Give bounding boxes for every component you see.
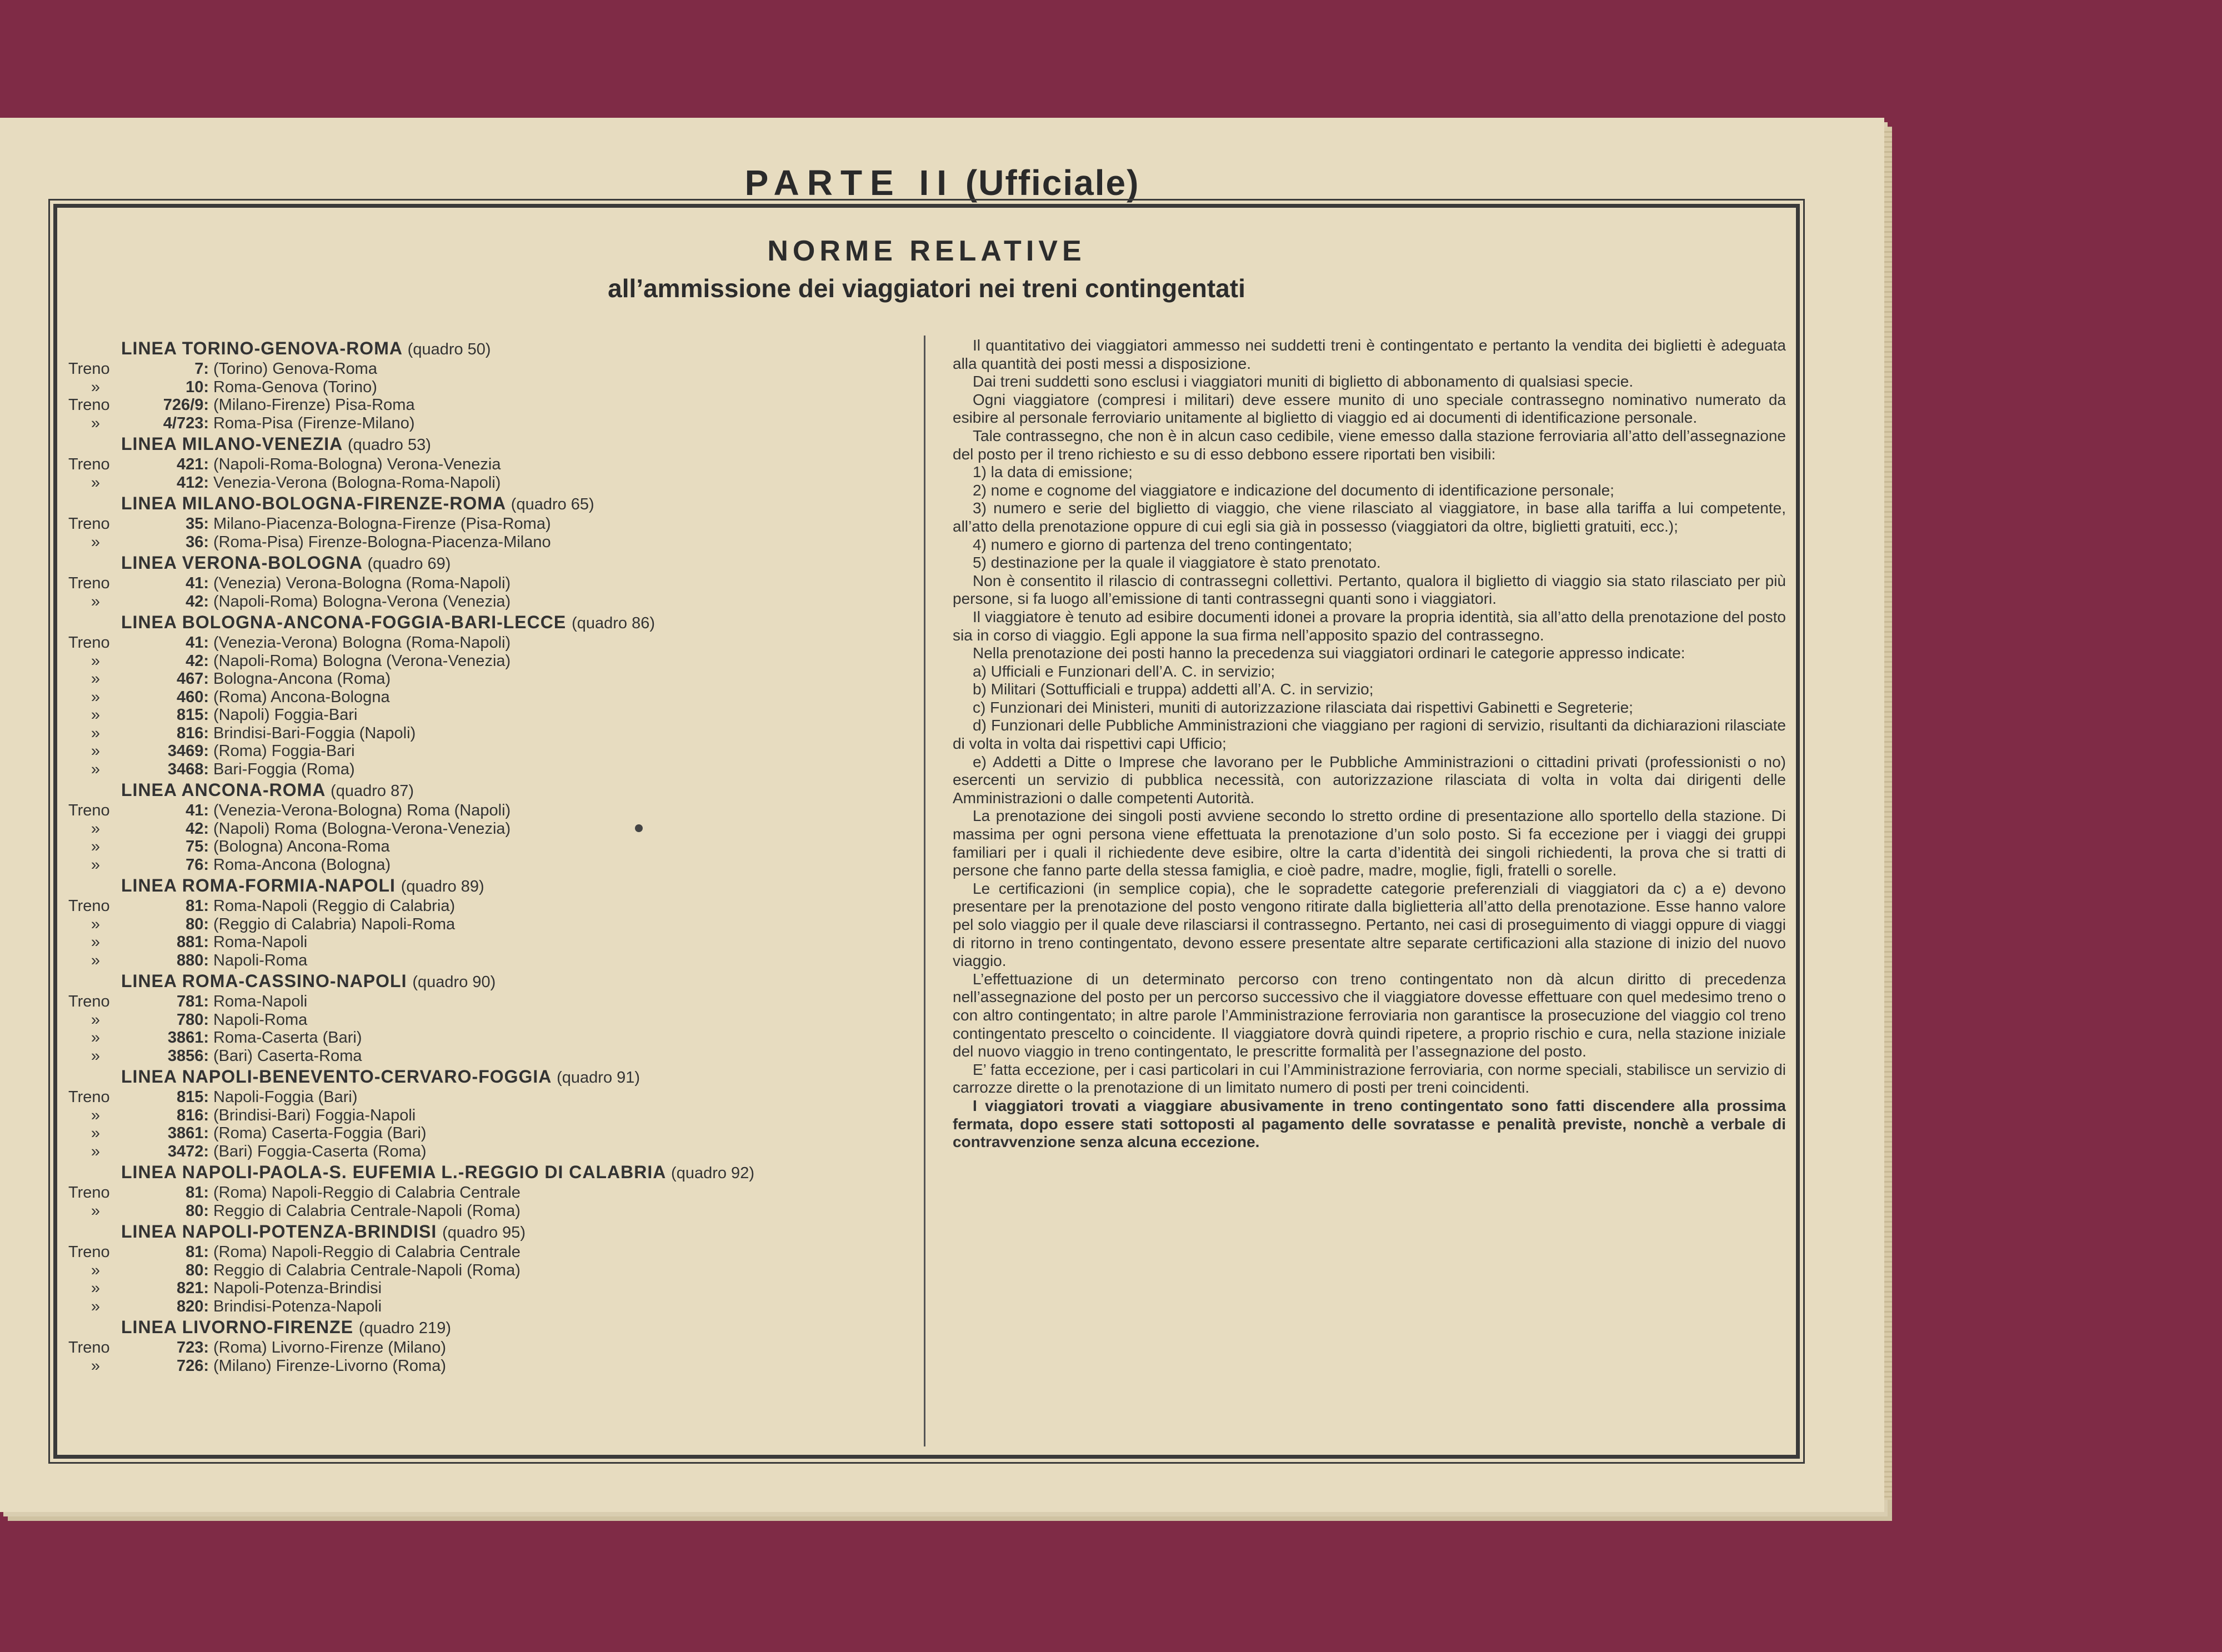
ink-speck: [635, 824, 643, 832]
train-label: »: [91, 652, 101, 670]
train-label: »: [91, 1047, 101, 1065]
train-label: »: [91, 592, 101, 610]
train-number: 815:: [176, 706, 209, 724]
line-heading: [68, 875, 913, 897]
train-number: 821:: [176, 1279, 209, 1297]
train-route: (Roma) Napoli-Reggio di Calabria Centrale: [213, 1184, 521, 1202]
train-route: (Bologna) Ancona-Roma: [213, 838, 390, 855]
train-route: Brindisi-Potenza-Napoli: [213, 1297, 382, 1315]
train-row: [68, 455, 913, 474]
train-number: 816:: [176, 1106, 209, 1124]
train-number: 780:: [176, 1010, 209, 1029]
train-route: Roma-Genova (Torino): [213, 378, 377, 396]
line-quadro: (quadro 92): [671, 1164, 754, 1182]
train-row: [68, 533, 913, 552]
train-route: (Napoli-Roma) Bologna-Verona (Venezia): [213, 592, 511, 610]
train-label: Treno: [68, 993, 110, 1010]
train-route: Bari-Foggia (Roma): [213, 760, 355, 778]
train-number: 3468:: [167, 760, 209, 778]
train-label: Treno: [68, 802, 110, 819]
train-label: »: [91, 855, 101, 874]
norm-paragraph: 4) numero e giorno di partenza del treno contingentato;: [973, 535, 1353, 553]
train-row: [68, 952, 913, 970]
train-number: 81:: [186, 1243, 209, 1261]
train-route: (Napoli-Roma) Bologna (Verona-Venezia): [213, 652, 511, 670]
line-heading: [68, 493, 913, 515]
train-label: »: [91, 1202, 101, 1220]
train-row: [68, 593, 913, 611]
train-route: Brindisi-Bari-Foggia (Napoli): [213, 724, 416, 742]
page-header: [0, 162, 1884, 203]
norm-paragraph: La prenotazione dei singoli posti avviene secondo lo stretto ordine di presentazione allo sportello della stazione. Di massima per ogni persona viene effettuata la prenotazione d’un solo posto. Si fa eccezione per i viaggi dei gruppi familiari per i quali il richiedente deve esibire, oltre la carta d’identità dei singoli richiedenti, la prova che si tratti di persone che fanno parte della stessa famiglia, e cioè padre, madre, moglie, figli, fratelli o sorelle.: [953, 807, 1786, 879]
train-route: (Roma) Livorno-Firenze (Milano): [213, 1339, 446, 1356]
train-row: [68, 474, 913, 492]
train-label: »: [91, 533, 101, 551]
train-row: [68, 802, 913, 820]
train-label: Treno: [68, 1184, 110, 1202]
line-quadro: (quadro 95): [442, 1224, 526, 1241]
notice-title: NORME RELATIVE: [767, 235, 1086, 267]
line-heading: [68, 433, 913, 455]
line-quadro: (quadro 69): [367, 555, 451, 573]
train-label: »: [91, 1297, 101, 1315]
train-row: [68, 688, 913, 707]
train-row: [68, 1107, 913, 1125]
train-number: 81:: [186, 1184, 209, 1202]
train-number: 10:: [186, 378, 209, 396]
train-number: 41:: [186, 802, 209, 819]
train-label: »: [91, 1010, 101, 1029]
train-route: (Napoli) Roma (Bologna-Verona-Venezia): [213, 819, 511, 838]
train-number: 4/723:: [163, 414, 209, 432]
norm-paragraph: Nella prenotazione dei posti hanno la precedenza sui viaggiatori ordinari le categorie appresso indicate:: [973, 644, 1685, 662]
line-name: LINEA NAPOLI-PAOLA-S. EUFEMIA L.-REGGIO DI CALABRIA: [121, 1162, 666, 1182]
line-quadro: (quadro 90): [412, 973, 496, 991]
train-row: [68, 1243, 913, 1261]
train-label: Treno: [68, 360, 110, 378]
line-name: LINEA NAPOLI-POTENZA-BRINDISI: [121, 1222, 437, 1241]
train-number: 76:: [186, 855, 209, 874]
train-number: 815:: [176, 1088, 209, 1106]
train-row: [68, 993, 913, 1011]
train-route: Napoli-Roma: [213, 1010, 308, 1029]
train-row: [68, 1047, 913, 1065]
train-number: 726/9:: [163, 396, 209, 414]
train-route: (Brindisi-Bari) Foggia-Napoli: [213, 1106, 416, 1124]
norm-paragraph: L’effettuazione di un determinato percorso con treno contingentato non dà alcun diritto di precedenza nell’assegnazione del posto per un percorso successivo che il viaggiatore dovesse effettuare con quel medesimo treno o con altro contingentato; in altre parole l’Amministrazione ferroviaria non garantisce la prosecuzione del viaggio col treno contingentato prescelto o coincidente. Il viaggiatore dovrà quindi ripetere, a proprio rischio e cura, nella stazione iniziale del nuovo viaggio in treno contingentato, le prescritte formalità per l’assegnazione del posto.: [953, 970, 1786, 1060]
part-subtitle: (Ufficiale): [965, 163, 1140, 203]
line-heading: [68, 779, 913, 802]
train-label: »: [91, 760, 101, 778]
train-label: Treno: [68, 1339, 110, 1356]
notice-subtitle: all’ammissione dei viaggiatori nei treni contingentati: [608, 274, 1245, 303]
train-route: (Roma) Napoli-Reggio di Calabria Centrale: [213, 1243, 521, 1261]
train-label: »: [91, 915, 101, 933]
train-label: »: [91, 414, 101, 432]
train-label: »: [91, 1106, 101, 1124]
train-number: 42:: [186, 652, 209, 670]
train-number: 881:: [176, 933, 209, 951]
train-route: (Roma) Foggia-Bari: [213, 742, 355, 760]
line-name: LINEA BOLOGNA-ANCONA-FOGGIA-BARI-LECCE: [121, 612, 567, 632]
train-route: Reggio di Calabria Centrale-Napoli (Roma): [213, 1202, 521, 1220]
train-label: »: [91, 951, 101, 969]
train-label: »: [91, 688, 101, 706]
train-label: Treno: [68, 455, 110, 473]
norm-paragraph: d) Funzionari delle Pubbliche Amministrazioni che viaggiano per ragioni di servizio, risultanti da dichiarazioni rilasciate di volta in volta dai rispettivi capi Ufficio;: [953, 717, 1786, 753]
train-route: Roma-Napoli: [213, 993, 308, 1010]
train-route: Napoli-Roma: [213, 951, 308, 969]
norm-paragraph: Ogni viaggiatore (compresi i militari) deve essere munito di uno speciale contrassegno nominativo numerato da esibire al personale ferroviario unitamente al biglietto di viaggio ed ai documenti di identificazione personale.: [953, 391, 1786, 427]
train-label: »: [91, 1142, 101, 1160]
train-row: [68, 396, 913, 414]
train-number: 781:: [176, 993, 209, 1010]
train-number: 41:: [186, 574, 209, 592]
train-route: Roma-Napoli (Reggio di Calabria): [213, 897, 456, 915]
train-row: [68, 856, 913, 874]
train-label: Treno: [68, 1243, 110, 1261]
train-lines-column: [68, 337, 913, 1375]
line-heading: [68, 338, 913, 360]
train-label: »: [91, 1356, 101, 1375]
line-quadro: (quadro 87): [331, 782, 414, 800]
norms-column: [953, 337, 1786, 1152]
train-label: »: [91, 378, 101, 396]
train-row: [68, 933, 913, 952]
line-name: LINEA NAPOLI-BENEVENTO-CERVARO-FOGGIA: [121, 1067, 552, 1087]
line-name: LINEA TORINO-GENOVA-ROMA: [121, 338, 402, 358]
train-route: (Venezia-Verona-Bologna) Roma (Napoli): [213, 802, 511, 819]
train-number: 75:: [186, 838, 209, 855]
train-number: 467:: [176, 670, 209, 688]
line-quadro: (quadro 89): [401, 878, 484, 895]
line-quadro: (quadro 91): [557, 1069, 640, 1087]
train-label: Treno: [68, 396, 110, 414]
train-number: 723:: [176, 1339, 209, 1356]
train-row: [68, 760, 913, 779]
train-row: [68, 1357, 913, 1375]
norm-paragraph: c) Funzionari dei Ministeri, muniti di autorizzazione rilasciata dai rispettivi Gabinetti e Segreterie;: [973, 698, 1633, 716]
train-row: [68, 1029, 913, 1047]
train-number: 3856:: [167, 1047, 209, 1065]
train-route: Napoli-Foggia (Bari): [213, 1088, 358, 1106]
train-row: [68, 652, 913, 670]
train-row: [68, 838, 913, 856]
norm-paragraph: Tale contrassegno, che non è in alcun caso cedibile, viene emesso dalla stazione ferroviaria all’atto dell’assegnazione del posto per il treno richiesto e su di esso debbono essere riportati ben visibili:: [953, 427, 1786, 463]
train-label: Treno: [68, 1088, 110, 1106]
train-number: 412:: [176, 473, 209, 492]
train-number: 816:: [176, 724, 209, 742]
line-name: LINEA MILANO-VENEZIA: [121, 434, 343, 454]
train-label: »: [91, 1124, 101, 1142]
line-heading: [68, 1221, 913, 1243]
train-row: [68, 1298, 913, 1316]
train-number: 3472:: [167, 1142, 209, 1160]
train-row: [68, 1202, 913, 1220]
train-row: [68, 414, 913, 433]
train-route: (Torino) Genova-Roma: [213, 360, 377, 378]
norm-paragraph: Il quantitativo dei viaggiatori ammesso nei suddetti treni è contingentato e pertanto la vendita dei biglietti è adeguata alla quantità dei posti messi a disposizione.: [953, 337, 1786, 372]
train-row: [68, 1279, 913, 1298]
norm-paragraph: 2) nome e cognome del viaggiatore e indicazione del documento di identificazione personale;: [973, 481, 1614, 499]
part-label: PARTE II: [744, 163, 955, 203]
train-row: [68, 670, 913, 688]
train-route: Roma-Ancona (Bologna): [213, 855, 391, 874]
train-route: Roma-Napoli: [213, 933, 308, 951]
norm-paragraph: I viaggiatori trovati a viaggiare abusivamente in treno contingentato sono fatti discendere alla prossima fermata, dopo essere stati sottoposti al pagamento delle sovratasse e penalità previste, nonchè a verbale di contravvenzione senza alcuna eccezione.: [953, 1097, 1786, 1151]
train-route: (Roma) Ancona-Bologna: [213, 688, 390, 706]
train-route: Bologna-Ancona (Roma): [213, 670, 391, 688]
line-name: LINEA ANCONA-ROMA: [121, 780, 326, 800]
train-row: [68, 706, 913, 724]
train-row: [68, 897, 913, 915]
train-number: 3469:: [167, 742, 209, 760]
train-label: Treno: [68, 515, 110, 533]
train-label: »: [91, 473, 101, 492]
train-number: 7:: [194, 360, 209, 378]
train-number: 460:: [176, 688, 209, 706]
train-route: (Milano-Firenze) Pisa-Roma: [213, 396, 415, 414]
train-label: »: [91, 1261, 101, 1279]
train-row: [68, 360, 913, 378]
train-row: [68, 574, 913, 593]
line-quadro: (quadro 219): [358, 1319, 451, 1337]
line-name: LINEA ROMA-CASSINO-NAPOLI: [121, 971, 407, 991]
train-number: 80:: [186, 1261, 209, 1279]
train-number: 36:: [186, 533, 209, 551]
line-heading: [68, 612, 913, 634]
train-label: »: [91, 670, 101, 688]
train-number: 41:: [186, 634, 209, 652]
train-label: Treno: [68, 897, 110, 915]
page-stack-edge: [1884, 128, 1892, 1500]
norm-paragraph: E’ fatta eccezione, per i casi particolari in cui l’Amministrazione ferroviaria, con norme speciali, stabilisce un servizio di carrozze dirette o la prenotazione di un limitato numero di posti per treni coincidenti.: [953, 1060, 1786, 1097]
line-quadro: (quadro 86): [572, 614, 655, 632]
train-number: 726:: [176, 1356, 209, 1375]
line-quadro: (quadro 53): [347, 436, 431, 454]
train-row: [68, 1261, 913, 1280]
norm-paragraph: 5) destinazione per la quale il viaggiatore è stato prenotato.: [973, 554, 1381, 572]
train-route: (Napoli) Foggia-Bari: [213, 706, 358, 724]
norm-paragraph: b) Militari (Sottufficiali e truppa) addetti all’A. C. in servizio;: [973, 680, 1374, 698]
train-row: [68, 1339, 913, 1357]
line-name: LINEA LIVORNO-FIRENZE: [121, 1317, 354, 1337]
line-name: LINEA VERONA-BOLOGNA: [121, 553, 362, 573]
train-route: (Bari) Caserta-Roma: [213, 1047, 362, 1065]
notice-frame: [53, 204, 1800, 1459]
norm-paragraph: Non è consentito il rilascio di contrassegni collettivi. Pertanto, qualora il biglietto di viaggio sia stato rilasciato per più persone, si fa luogo all’emissione di tanti contrassegni quanti sono i viaggiatori.: [953, 572, 1786, 608]
norm-paragraph: 1) la data di emissione;: [973, 463, 1133, 481]
norm-paragraph: 3) numero e serie del biglietto di viaggio, che viene rilasciato al viaggiatore, in base alla tariffa a lui competente, all’atto della prenotazione oppure di cui egli sia già in possesso (viaggiatori da oltre, biglietti gratuiti, ecc.);: [953, 499, 1786, 535]
train-row: [68, 634, 913, 652]
train-number: 80:: [186, 915, 209, 933]
train-route: Reggio di Calabria Centrale-Napoli (Roma): [213, 1261, 521, 1279]
train-route: (Roma-Pisa) Firenze-Bologna-Piacenza-Milano: [213, 533, 551, 551]
train-row: [68, 1184, 913, 1202]
train-label: »: [91, 724, 101, 742]
train-number: 80:: [186, 1202, 209, 1220]
train-label: Treno: [68, 574, 110, 592]
train-number: 35:: [186, 515, 209, 533]
line-heading: [68, 970, 913, 993]
train-route: Roma-Caserta (Bari): [213, 1029, 362, 1047]
train-label: »: [91, 742, 101, 760]
norm-paragraph: a) Ufficiali e Funzionari dell’A. C. in servizio;: [973, 662, 1275, 680]
line-quadro: (quadro 50): [407, 341, 491, 358]
train-number: 880:: [176, 951, 209, 969]
train-row: [68, 915, 913, 934]
norm-paragraph: e) Addetti a Ditte o Imprese che lavorano per le Pubbliche Amministrazioni o cittadini privati (professionisti o no) esercenti un servizio di pubblica necessità, con autorizzazione rilasciata di volta in volta dai dirigenti delle Amministrazioni o dalle competenti Autorità.: [953, 753, 1786, 807]
train-label: Treno: [68, 634, 110, 652]
train-number: 42:: [186, 592, 209, 610]
line-heading: [68, 1162, 913, 1184]
train-label: »: [91, 1029, 101, 1047]
train-label: »: [91, 706, 101, 724]
train-row: [68, 742, 913, 760]
train-number: 820:: [176, 1297, 209, 1315]
train-number: 81:: [186, 897, 209, 915]
norm-paragraph: Il viaggiatore è tenuto ad esibire documenti idonei a provare la propria identità, sia all’atto della prenotazione del posto sia in corso di viaggio. Egli appone la sua firma nell’apposito spazio del contrassegno.: [953, 608, 1786, 644]
train-number: 3861:: [167, 1124, 209, 1142]
column-divider: [924, 336, 925, 1446]
train-row: [68, 1011, 913, 1029]
train-label: »: [91, 1279, 101, 1297]
norm-paragraph: Dai treni suddetti sono esclusi i viaggiatori muniti di biglietto di abbonamento di qualsiasi specie.: [973, 373, 1634, 391]
line-heading: [68, 1316, 913, 1339]
train-route: (Roma) Caserta-Foggia (Bari): [213, 1124, 427, 1142]
train-row: [68, 378, 913, 397]
train-label: »: [91, 819, 101, 838]
train-route: Napoli-Potenza-Brindisi: [213, 1279, 382, 1297]
train-label: »: [91, 838, 101, 855]
train-route: Milano-Piacenza-Bologna-Firenze (Pisa-Roma): [213, 515, 551, 533]
train-row: [68, 724, 913, 743]
line-heading: [68, 552, 913, 574]
line-quadro: (quadro 65): [511, 495, 594, 513]
train-row: [68, 515, 913, 533]
train-label: »: [91, 933, 101, 951]
train-row: [68, 820, 913, 838]
train-route: (Reggio di Calabria) Napoli-Roma: [213, 915, 456, 933]
document-page: [0, 118, 1884, 1512]
train-row: [68, 1088, 913, 1107]
train-number: 421:: [176, 455, 209, 473]
train-route: (Venezia-Verona) Bologna (Roma-Napoli): [213, 634, 511, 652]
train-row: [68, 1124, 913, 1143]
train-route: (Napoli-Roma-Bologna) Verona-Venezia: [213, 455, 501, 473]
line-heading: [68, 1066, 913, 1088]
train-route: Roma-Pisa (Firenze-Milano): [213, 414, 415, 432]
train-route: (Bari) Foggia-Caserta (Roma): [213, 1142, 427, 1160]
train-route: (Milano) Firenze-Livorno (Roma): [213, 1356, 446, 1375]
train-number: 42:: [186, 819, 209, 838]
norm-paragraph: Le certificazioni (in semplice copia), che le sopradette categorie preferenziali di viaggiatori da c) a e) devono presentare per la prenotazione del posto vengono ritirate dalla biglietteria all’atto della prenotazione. Esse hanno valore pel solo viaggio per il quale deve rilasciarsi il contrassegno. Pertanto, nei casi di proseguimento di viaggi oppure di viaggi di ritorno in treno contingentato, devono essere presentate altre separate certificazioni alla stazione di inizio del nuovo viaggio.: [953, 879, 1786, 970]
train-number: 3861:: [167, 1029, 209, 1047]
train-row: [68, 1143, 913, 1161]
line-name: LINEA ROMA-FORMIA-NAPOLI: [121, 875, 396, 895]
line-name: LINEA MILANO-BOLOGNA-FIRENZE-ROMA: [121, 493, 506, 513]
train-route: Venezia-Verona (Bologna-Roma-Napoli): [213, 473, 501, 492]
train-route: (Venezia) Verona-Bologna (Roma-Napoli): [213, 574, 511, 592]
